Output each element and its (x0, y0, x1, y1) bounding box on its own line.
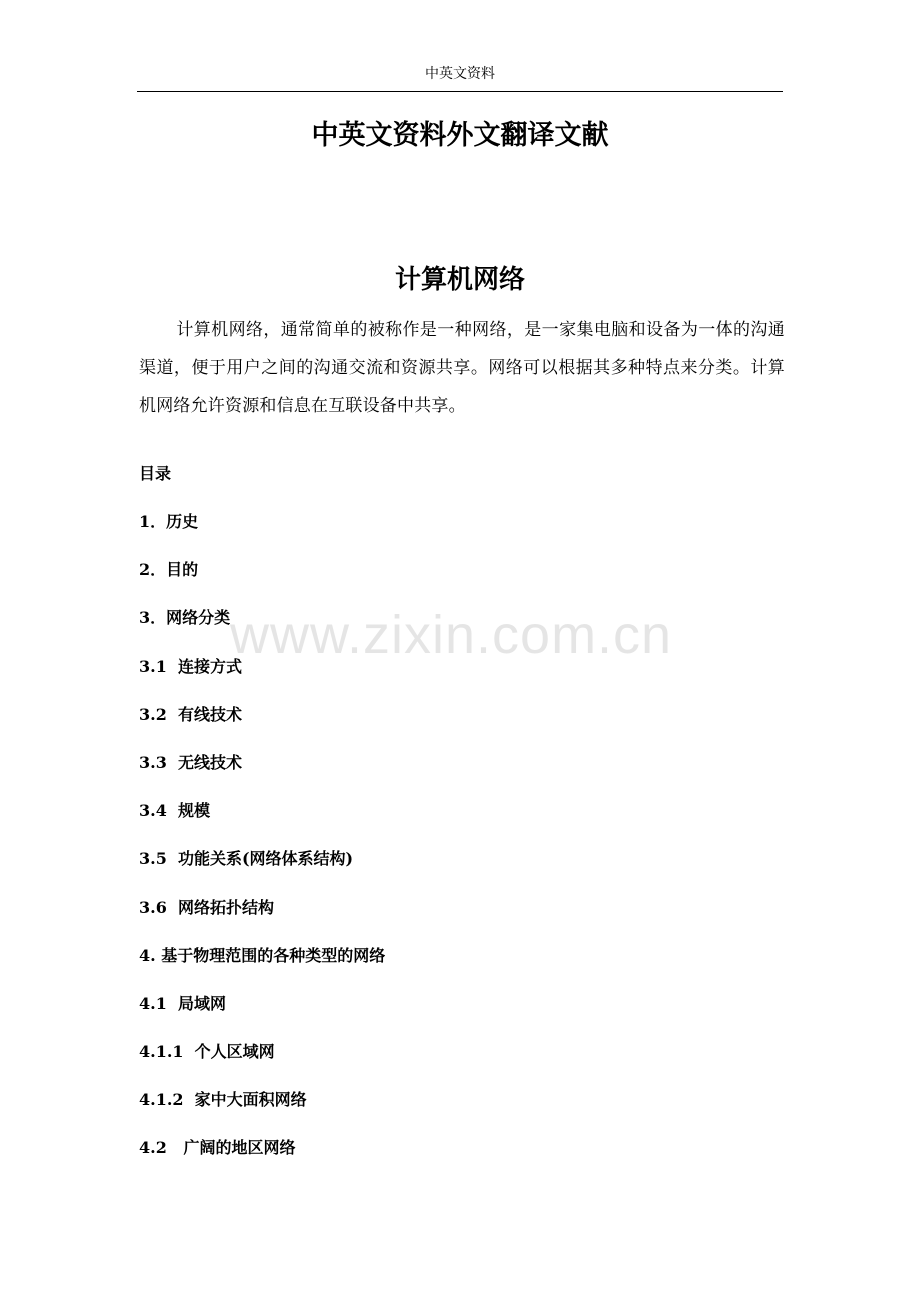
toc-heading: 目录 (139, 464, 172, 483)
watermark: www.zixin.com.cn (230, 605, 673, 665)
toc-item: 3.2 有线技术 (139, 704, 242, 724)
toc-item: 3.5 功能关系(网络体系结构) (139, 849, 354, 869)
toc-item: 4.1.2 家中大面积网络 (139, 1090, 307, 1110)
toc-item: 4. 基于物理范围的各种类型的网络 (139, 945, 386, 965)
toc-item: 2．目的 (139, 560, 199, 580)
running-header: 中英文资料 (425, 66, 495, 82)
document-title: 中英文资料外文翻译文献 (311, 120, 609, 151)
toc-item: 3．网络分类 (139, 608, 231, 628)
toc-item: 3.1 连接方式 (139, 656, 242, 676)
section-title: 计算机网络 (394, 265, 525, 295)
header-rule (137, 91, 783, 92)
intro-paragraph: 计算机网络，通常简单的被称作是一种网络，是一家集电脑和设备为一体的沟通渠道，便于用户之间的沟通交流和资源共享。网络可以根据其多种特点来分类。计算机网络允许资源和信息在互联设备中共享。 (139, 320, 785, 416)
toc-item: 3.6 网络拓扑结构 (139, 897, 274, 917)
table-of-contents (139, 510, 385, 1185)
toc-item: 4.2 广阔的地区网络 (139, 1138, 296, 1158)
toc-item: 4.1 局域网 (139, 993, 226, 1013)
toc-item: 3.4 规模 (139, 801, 210, 821)
toc-item: 4.1.1 个人区域网 (139, 1042, 275, 1062)
toc-item: 3.3 无线技术 (139, 752, 242, 772)
toc-item: 1．历史 (139, 512, 199, 531)
